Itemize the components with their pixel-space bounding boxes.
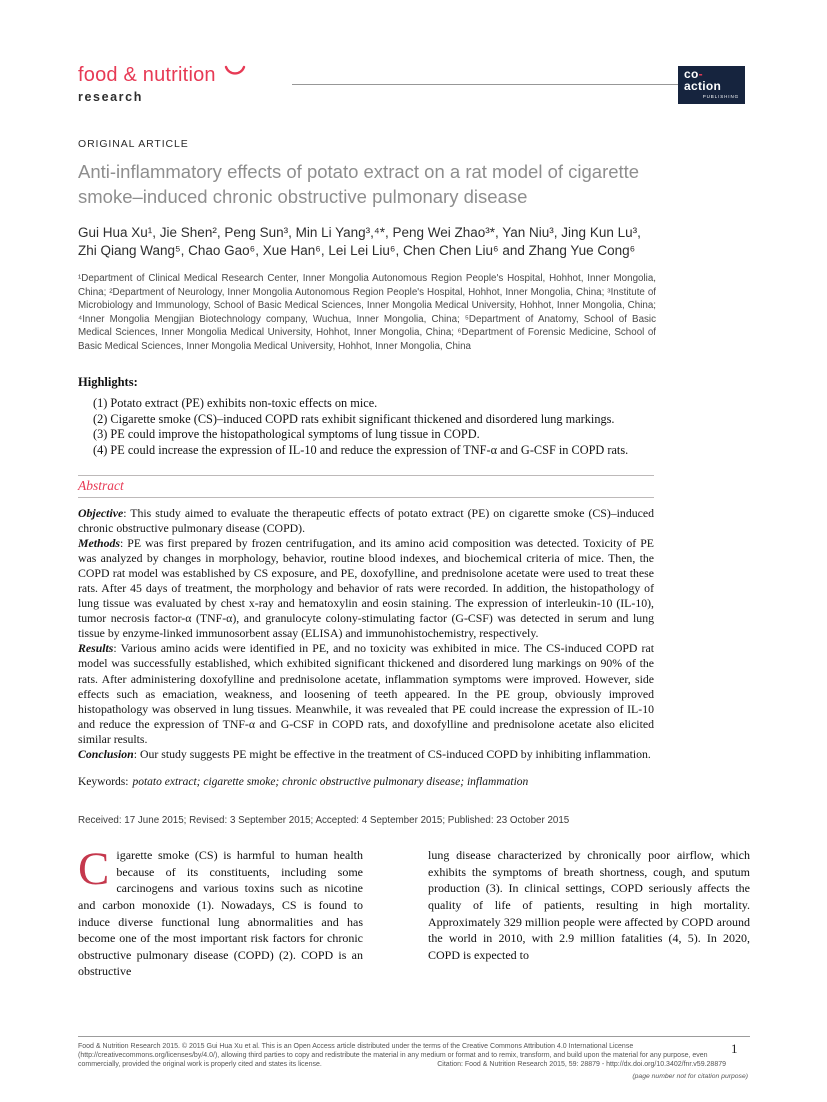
- abstract-paragraph: [78, 536, 654, 642]
- highlights-section: [78, 375, 750, 459]
- page-number-note: (page number not for citation purpose): [632, 1073, 748, 1080]
- highlights-heading: Highlights:: [78, 374, 138, 389]
- citation-doi-link[interactable]: http://dx.doi.org/10.3402/fnr.v59.28879: [606, 1061, 726, 1068]
- author-list: Gui Hua Xu¹, Jie Shen², Peng Sun³, Min Li Yang³,⁴*, Peng Wei Zhao³*, Yan Niu³, Jing Kun Lu³, Zhi Qiang Wang⁵, Chao Gao⁶, Xue Han⁶, Lei Lei Liu⁶, Chen Chen Liu⁶ and Zhang Yue Cong⁶: [78, 225, 641, 258]
- abstract-paragraph-label: Results: [78, 641, 114, 656]
- abstract-paragraph-text: : Our study suggests PE might be effective in the treatment of CS-induced COPD by inhibiting inflammation.: [133, 747, 651, 762]
- abstract-paragraph-label: Conclusion: [78, 747, 134, 762]
- keywords-line: [78, 775, 654, 790]
- citation-prefix: Citation: Food & Nutrition Research 2015, 59: 28879 -: [437, 1061, 607, 1068]
- journal-logo-subtext: research: [78, 90, 143, 104]
- journal-logo-text: food & nutrition: [78, 64, 216, 86]
- page-footer: [78, 1036, 750, 1080]
- page-number: 1: [731, 1041, 738, 1056]
- body-column-right: lung disease characterized by chronically poor airflow, which exhibits the symptoms of breath shortness, cough, and sputum production (3). In clinical settings, COPD seriously affects the quality of life of patients, resulting in high mortality. Approximately 329 million people were affected by COPD around the world in 2010, with 2.9 million fatalities (4, 5). In 2020, COPD is expected to: [428, 848, 750, 962]
- article-history-line: Received: 17 June 2015; Revised: 3 September 2015; Accepted: 4 September 2015; Published: 23 October 2015: [78, 815, 570, 827]
- publisher-logo-action: action: [684, 79, 722, 93]
- abstract-paragraph-text: : PE was first prepared by frozen centrifugation, and its amino acid composition was detected. Toxicity of PE was analyzed by changes in morphology, behavior, routine blood indexes, and biochemical criteria of mice. Then, the COPD rat model was established by CS exposure, and PE, doxofylline, and prednisolone acetate were used to treat these rats. After 45 days of treatment, the morphology and behavior of rats were recorded. In addition, the histopathology of lung tissue was evaluated by chest x-ray and hematoxylin and eosin staining. The expression of interleukin-10 (IL-10), tumor necrosis factor-α (TNF-α), and granulocyte colony-stimulating factor (G-CSF) was detected in serum and lung tissue by enzyme-linked immunosorbent assay (ELISA) and immunohistochemistry, respectively.: [78, 535, 654, 641]
- body-text-left: igarette smoke (CS) is harmful to human health because of its constituents, including some carcinogens and various toxins such as nicotine and carbon monoxide (1). Nowadays, CS is found to induce diverse functional lung abnormalities and has become one of the most important risk factors for chronic obstructive pulmonary disease (COPD) (2). COPD is an obstructive: [78, 848, 363, 979]
- footer-divider: [78, 1036, 750, 1037]
- highlight-item: (3) PE could improve the histopathological symptoms of lung tissue in COPD.: [93, 427, 480, 442]
- abstract-bottom-rule: [78, 497, 654, 498]
- publisher-co-text: co: [684, 67, 699, 81]
- keywords-text: potato extract; cigarette smoke; chronic obstructive pulmonary disease; inflammation: [132, 776, 529, 789]
- article-title: Anti-inflammatory effects of potato extract on a rat model of cigarette smoke–induced chronic obstructive pulmonary disease: [78, 161, 640, 207]
- abstract-paragraph: [78, 641, 654, 747]
- highlight-item: (4) PE could increase the expression of IL-10 and reduce the expression of TNF-α and G-CSF in COPD rats.: [93, 442, 629, 457]
- publisher-logo-publishing: PUBLISHING: [702, 94, 739, 99]
- body-columns: [78, 843, 750, 980]
- abstract-paragraph-label: Objective: [78, 505, 124, 520]
- license-text: Food & Nutrition Research 2015. © 2015 Gui Hua Xu et al. This is an Open Access article distributed under the terms of the Creative Commons Attribution 4.0 International License (http://creativecommons.org/licenses/by/4.0/), allowing third parties to copy and redistribute the material in any medium or format and to remix, transform, and build upon the material for any purpose, even commercially, provided the original work is properly cited and states its license.: [78, 1043, 708, 1068]
- abstract-body: [78, 506, 654, 791]
- drop-cap: C: [78, 843, 110, 896]
- article-content: [78, 0, 750, 980]
- abstract-paragraph-text: : This study aimed to evaluate the therapeutic effects of potato extract (PE) on cigarette smoke (CS)–induced chronic obstructive pulmonary disease (COPD).: [78, 505, 654, 535]
- affiliations: ¹Department of Clinical Medical Research Center, Inner Mongolia Autonomous Region People's Hospital, Hohhot, Inner Mongolia, China; ²Department of Neurology, Inner Mongolia Autonomous Region People's Hospital, Hohhot, Inner Mongolia, China; ³Institute of Microbiology and Immunology, School of Basic Medical Sciences, Inner Mongolia Medical University, Hohhot, Inner Mongolia, China; ⁴Inner Mongolia Mengjian Biotechnology company, Wuchua, Inner Mongolia, China; ⁵Department of Anatomy, School of Basic Medical Sciences, Inner Mongolia Medical University, Hohhot, Inner Mongolia, China; ⁶Department of Forensic Medicine, School of Basic Medical Sciences, Inner Mongolia Medical University, Hohhot, Inner Mongolia, China: [78, 273, 656, 352]
- article-type-label: ORIGINAL ARTICLE: [78, 138, 189, 150]
- abstract-header: [78, 475, 654, 498]
- highlight-item: (2) Cigarette smoke (CS)–induced COPD rats exhibit significant thickened and disordered lung markings.: [93, 411, 615, 426]
- abstract-paragraph-label: Methods: [78, 535, 120, 550]
- body-column-left: [78, 843, 363, 980]
- keywords-label: Keywords:: [78, 776, 129, 789]
- publisher-dash: -: [698, 67, 703, 81]
- abstract-paragraph: [78, 506, 654, 536]
- abstract-paragraph-text: : Various amino acids were identified in PE, and no toxicity was exhibited in mice. The CS-induced COPD rat model was successfully established, which exhibited significant thickened and disordered lung markings on 90% of the rats. After administering doxofylline and prednisolone acetate, inflammation symptoms were improved. However, side effects such as emaciation, weakness, and loosening of teeth appeared. In the PE group, obviously improved histopathology was observed in lung tissues. Meanwhile, it was revealed that PE could increase the expression of IL-10 and reduce the expression of TNF-α and G-CSF in COPD rats, and doxofylline and prednisolone acetate also elicited similar results.: [78, 641, 654, 746]
- highlight-item: (1) Potato extract (PE) exhibits non-toxic effects on mice.: [93, 396, 378, 411]
- abstract-heading: Abstract: [78, 477, 124, 493]
- abstract-paragraph: [78, 747, 654, 762]
